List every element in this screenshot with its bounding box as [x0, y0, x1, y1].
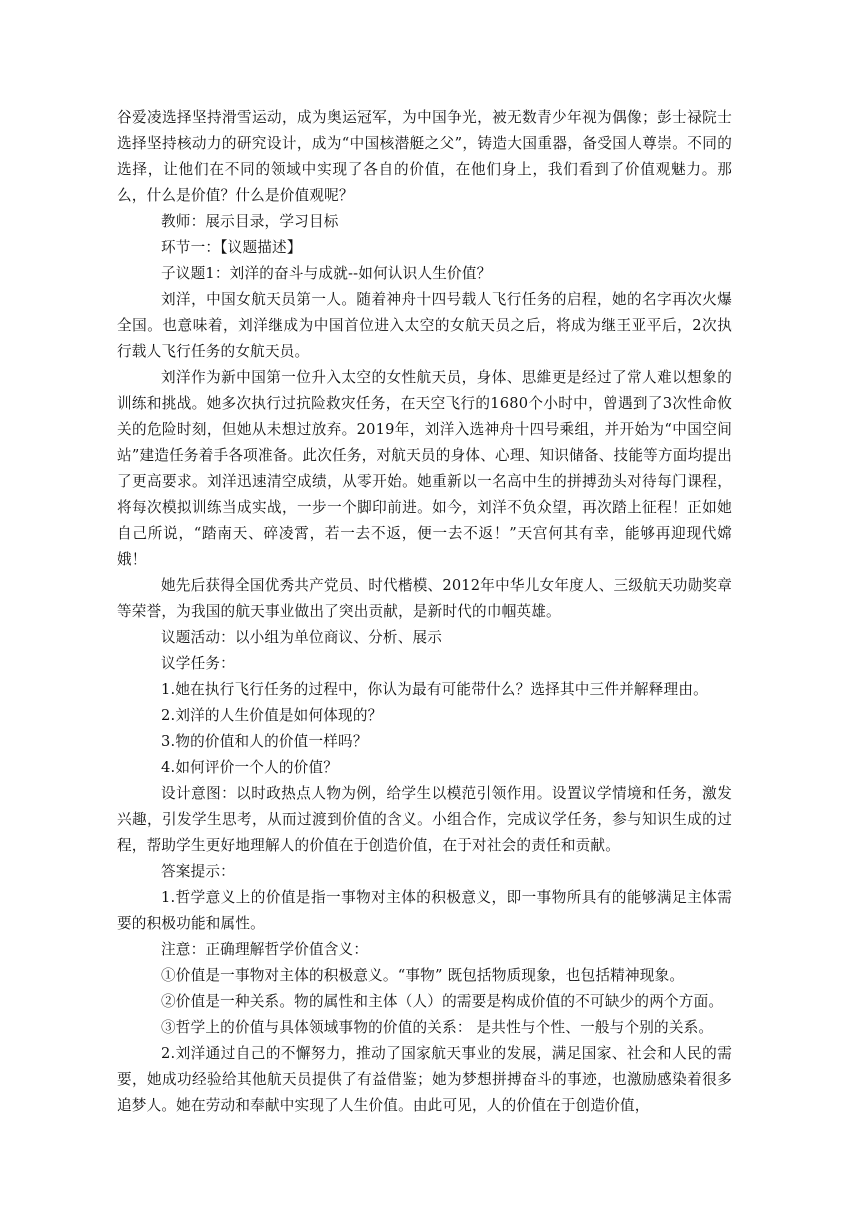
answer-heading: 答案提示： [161, 863, 235, 880]
note-item: ①价值是一事物对主体的积极意义。“事物” 既包括物质现象，也包括精神现象。 [161, 967, 685, 984]
note-item: ③哲学上的价值与具体领域事物的价值的关系： 是共性与个性、一般与个别的关系。 [161, 1019, 714, 1036]
body-paragraph: 她先后获得全国优秀共产党员、时代楷模、2012年中华儿女年度人、三级航天功勋奖章等荣誉，为我国的航天事业做出了突出贡献，是新时代的巾帼英雄。 [117, 577, 732, 620]
activity-line: 议题活动：以小组为单位商议、分析、展示 [161, 629, 443, 646]
design-intent-paragraph: 设计意图：以时政热点人物为例，给学生以模范引领作用。设置议学情境和任务，激发兴趣，引发学生思考，从而过渡到价值的含义。小组合作，完成议学任务，参与知识生成的过程，帮助学生更好地理解人的价值在于创造价值，在于对社会的责任和贡献。 [117, 785, 732, 854]
teacher-note: 教师：展示目录，学习目标 [161, 213, 339, 230]
note-heading: 注意：正确理解哲学价值含义： [161, 941, 369, 958]
answer-paragraph: 1.哲学意义上的价值是指一事物对主体的积极意义，即一事物所具有的能够满足主体需要的积极功能和属性。 [117, 889, 732, 932]
document-body [117, 105, 732, 1119]
body-paragraph: 刘洋，中国女航天员第一人。随着神舟十四号载人飞行任务的启程，她的名字再次火爆全国。也意味着，刘洋继成为中国首位进入太空的女航天员之后，将成为继王亚平后，2次执行载人飞行任务的女航天员。 [117, 291, 732, 360]
sub-topic-heading: 子议题1：刘洋的奋斗与成就--如何认识人生价值？ [161, 265, 492, 282]
task-item: 3.物的价值和人的价值一样吗？ [161, 733, 368, 750]
task-heading: 议学任务： [161, 655, 235, 672]
task-item: 1.她在执行飞行任务的过程中，你认为最有可能带什么？选择其中三件并解释理由。 [161, 681, 708, 698]
answer-paragraph: 2.刘洋通过自己的不懈努力，推动了国家航天事业的发展，满足国家、社会和人民的需要，她成功经验给其他航天员提供了有益借鉴；她为梦想拼搏奋斗的事迹，也激励感染着很多追梦人。她在劳动和奉献中实现了人生价值。由此可见，人的价值在于创造价值， [117, 1045, 732, 1114]
body-paragraph: 刘洋作为新中国第一位升入太空的女性航天员，身体、思維更是经过了常人难以想象的训练和挑战。她多次执行过抗险救灾任务，在天空飞行的1680个小时中，曾遇到了3次性命攸关的危险时刻，但她从未想过放弃。2019年，刘洋入选神舟十四号乘组，并开始为“中国空间站”建造任务着手各项准备。此次任务，对航天员的身体、心理、知识储备、技能等方面均提出了更高要求。刘洋迅速清空成绩，从零开始。她重新以一名高中生的拼搏劲头对待每门课程，将每次模拟训练当成实战，一步一个脚印前进。如今，刘洋不负众望，再次踏上征程！正如她自己所说，“踏南天、碎凌霄，若一去不返，便一去不返！”天宫何其有幸，能够再迎现代嫦娥！ [117, 369, 732, 568]
task-item: 2.刘洋的人生价值是如何体现的？ [161, 707, 383, 724]
section-heading: 环节一：【议题描述】 [161, 239, 302, 256]
intro-paragraph: 谷爱凌选择坚持滑雪运动，成为奥运冠军，为中国争光，被无数青少年视为偶像；彭士禄院士选择坚持核动力的研究设计，成为“中国核潜艇之父”，铸造大国重器，备受国人尊崇。不同的选择，让他们在不同的领域中实现了各自的价值，在他们身上，我们看到了价值观魅力。那么，什么是价值？什么是价值观呢？ [117, 109, 732, 204]
note-item: ②价值是一种关系。物的属性和主体（人）的需要是构成价值的不可缺少的两个方面。 [161, 993, 724, 1010]
task-item: 4.如何评价一个人的价值？ [161, 759, 339, 776]
